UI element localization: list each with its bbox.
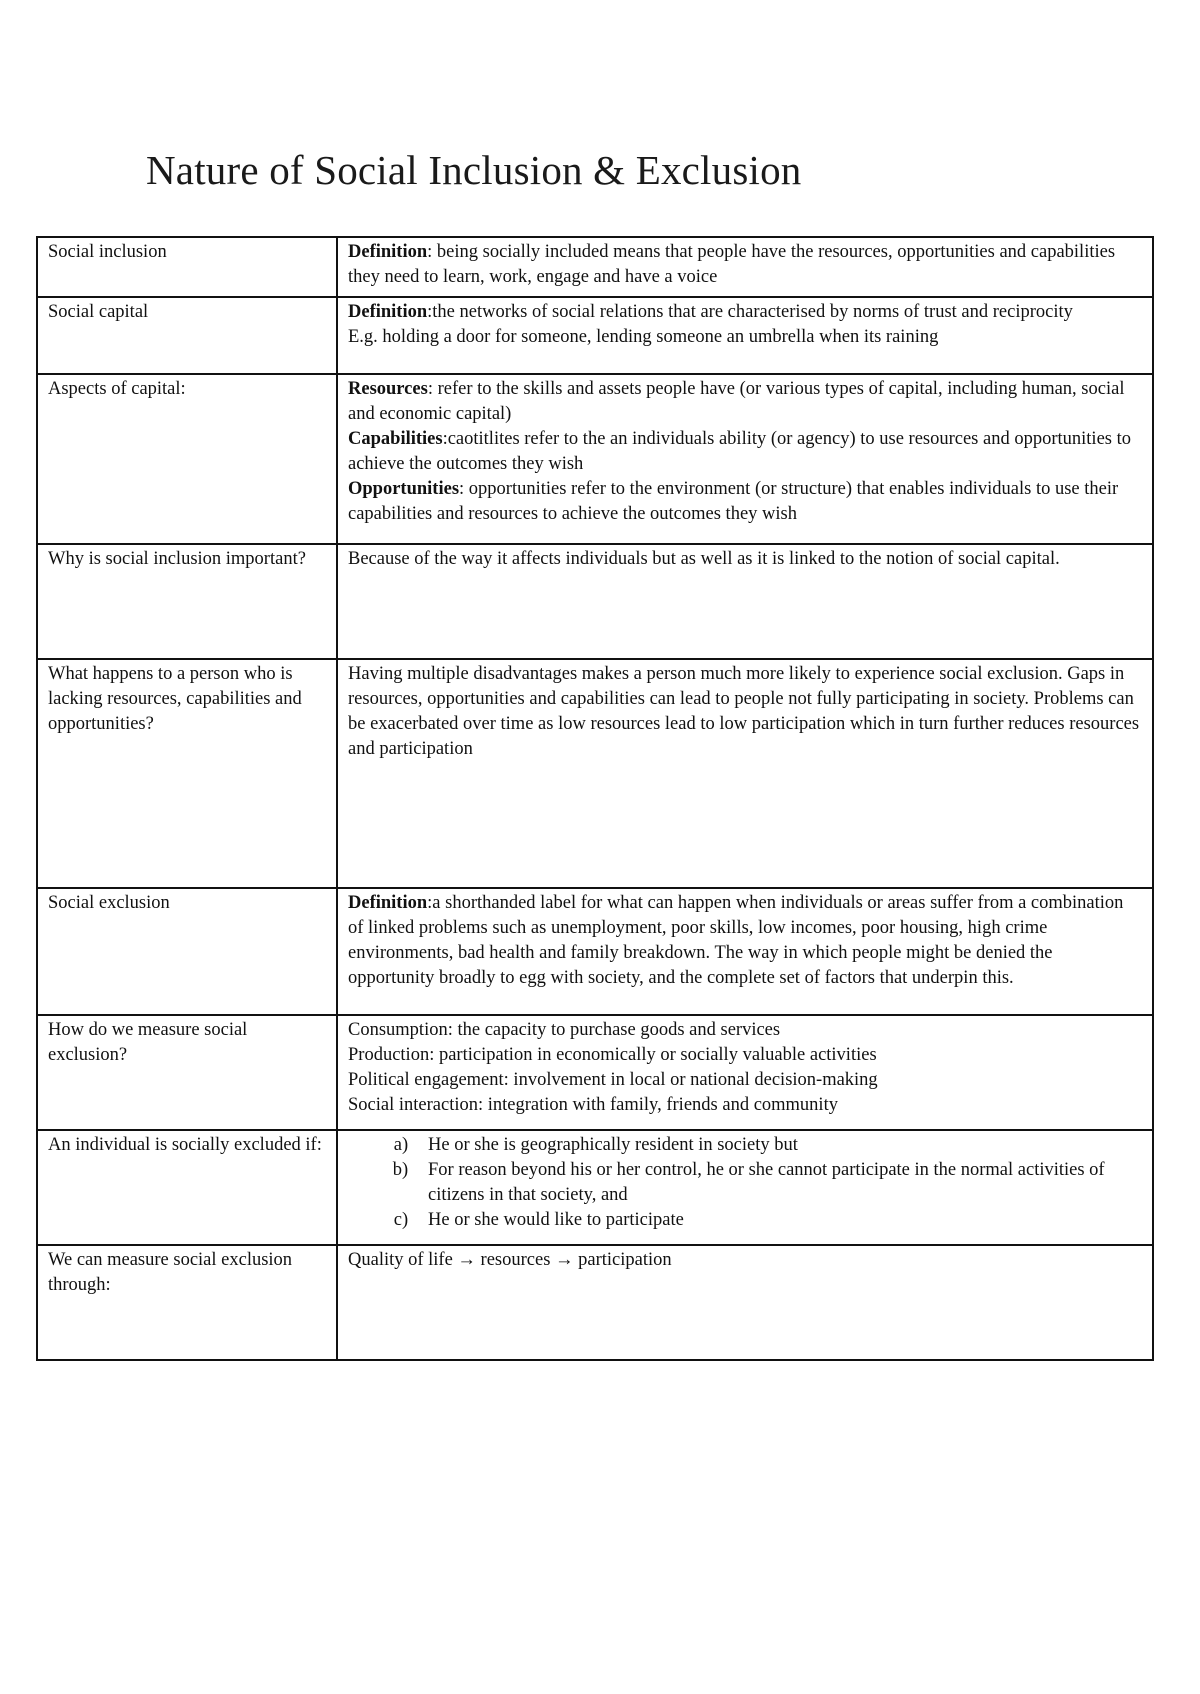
measure-line: Consumption: the capacity to purchase goods and services <box>348 1020 781 1040</box>
table-row <box>37 374 1153 544</box>
opportunities-label: Opportunities <box>348 479 460 499</box>
row-label: An individual is socially excluded if: <box>37 1130 337 1245</box>
definition-label: Definition <box>348 242 428 262</box>
row-content: Quality of life → resources → participation <box>337 1245 1153 1360</box>
page-title: Nature of Social Inclusion & Exclusion <box>146 147 802 193</box>
row-content: Having multiple disadvantages makes a person much more likely to experience social exclusion. Gaps in resources, opportunities and capabilities can lead to people not fully participating in society. Problems can be exacerbated over time as low resources lead to low participation which in turn further reduces resources and participation <box>337 659 1153 888</box>
example-text: E.g. holding a door for someone, lending someone an umbrella when its raining <box>348 327 939 347</box>
resources-label: Resources <box>348 379 428 399</box>
row-label: How do we measure social exclusion? <box>37 1015 337 1130</box>
row-content <box>337 237 1153 297</box>
definition-text: : being socially included means that people have the resources, opportunities and capabilities they need to learn, work, engage and have a voice <box>348 242 1116 287</box>
row-label: Social inclusion <box>37 237 337 297</box>
row-label: Social capital <box>37 297 337 374</box>
capabilities-text: :caotitlites refer to the an individuals ability (or agency) to use resources and opportunities to achieve the outcomes they wish <box>348 429 1131 474</box>
table-row <box>37 237 1153 297</box>
criteria-list <box>348 1133 1142 1233</box>
definition-text: :a shorthanded label for what can happen when individuals or areas suffer from a combination of linked problems such as unemployment, poor skills, low incomes, poor housing, high crime environments, bad health and family breakdown. The way in which people might be denied the opportunity broadly to egg with society, and the complete set of factors that underpin this. <box>348 893 1124 988</box>
list-item: c. He or she would like to participate <box>422 1208 1142 1233</box>
row-content <box>337 1130 1153 1245</box>
table-row <box>37 888 1153 1015</box>
row-label: We can measure social exclusion through: <box>37 1245 337 1360</box>
row-label: Aspects of capital: <box>37 374 337 544</box>
row-content <box>337 888 1153 1015</box>
table-row <box>37 659 1153 888</box>
row-label: What happens to a person who is lacking resources, capabilities and opportunities? <box>37 659 337 888</box>
list-item: b. For reason beyond his or her control, he or she cannot participate in the normal activities of citizens in that society, and <box>422 1158 1142 1208</box>
row-content <box>337 374 1153 544</box>
resources-entry <box>348 377 1142 427</box>
table-row <box>37 1245 1153 1360</box>
table-row <box>37 297 1153 374</box>
notes-table <box>36 236 1154 1361</box>
measure-line: Social interaction: integration with family, friends and community <box>348 1095 838 1115</box>
resources-text: : refer to the skills and assets people have (or various types of capital, including human, social and economic capital) <box>348 379 1125 424</box>
definition-text: :the networks of social relations that are characterised by norms of trust and reciprocity <box>427 302 1073 322</box>
definition-label: Definition <box>348 893 428 913</box>
measure-line: Political engagement: involvement in local or national decision-making <box>348 1070 878 1090</box>
row-label: Social exclusion <box>37 888 337 1015</box>
capabilities-entry <box>348 427 1142 477</box>
table-row <box>37 1130 1153 1245</box>
list-item: a. He or she is geographically resident in society but <box>422 1133 1142 1158</box>
row-content <box>337 1015 1153 1130</box>
capabilities-label: Capabilities <box>348 429 443 449</box>
row-content <box>337 297 1153 374</box>
row-content: Because of the way it affects individuals but as well as it is linked to the notion of social capital. <box>337 544 1153 659</box>
row-label: Why is social inclusion important? <box>37 544 337 659</box>
measure-line: Production: participation in economically or socially valuable activities <box>348 1045 877 1065</box>
opportunities-entry <box>348 477 1142 527</box>
definition-label: Definition <box>348 302 428 322</box>
table-row <box>37 544 1153 659</box>
opportunities-text: : opportunities refer to the environment (or structure) that enables individuals to use their capabilities and resources to achieve the outcomes they wish <box>348 479 1119 524</box>
table-row <box>37 1015 1153 1130</box>
